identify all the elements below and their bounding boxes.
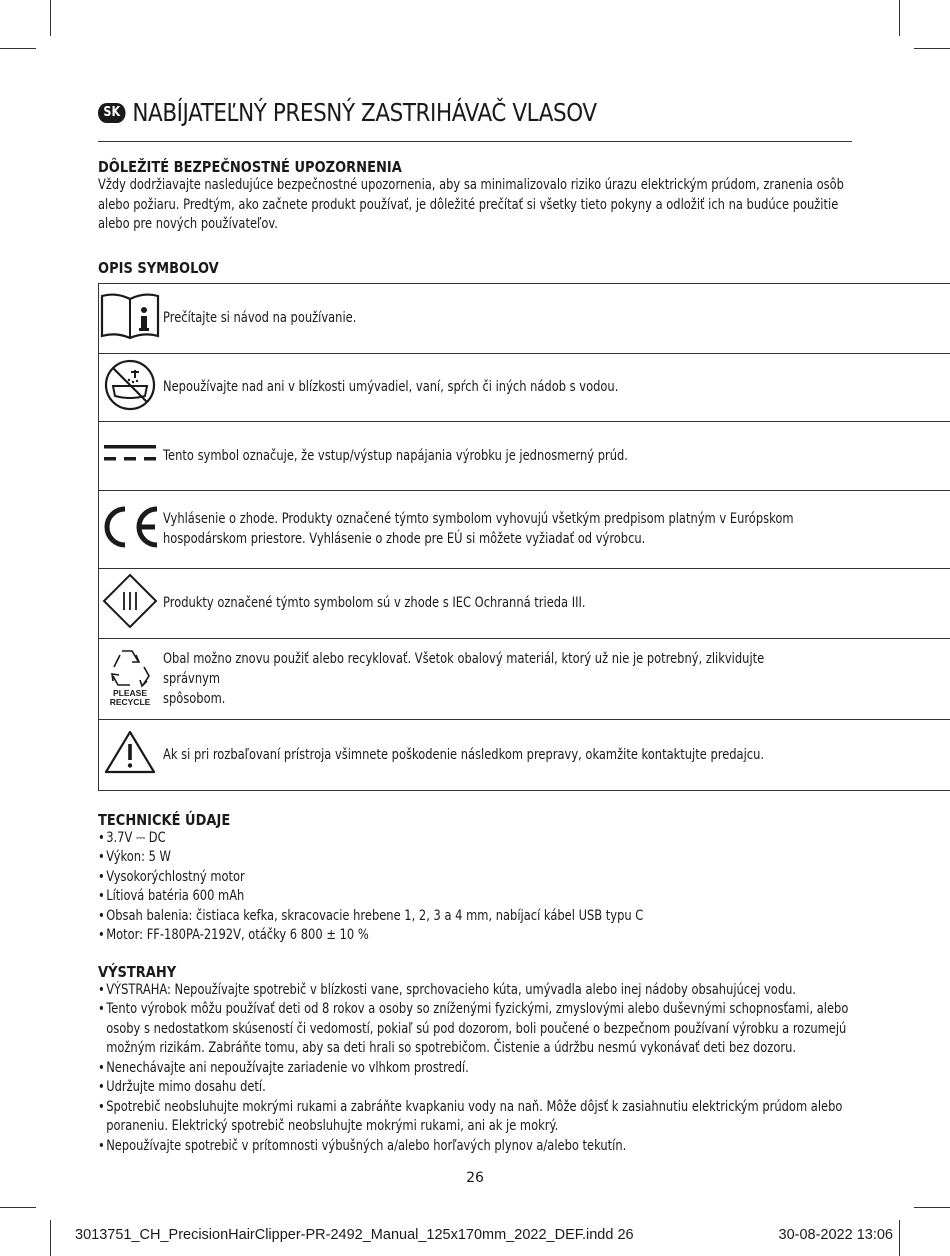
symbol-icon-cell [99,283,162,353]
symbol-text-cell [161,353,950,421]
symbol-row [99,283,950,353]
document-body [98,158,852,1156]
language-badge: SK [98,103,126,123]
list-item: • Vysokorýchlostný motor [98,868,852,888]
page-number: 26 [466,1170,484,1186]
recycle-icon-text: PLEASE [112,688,148,698]
no-water-icon [99,358,161,412]
crop-mark [899,0,900,36]
list-item: • VÝSTRAHA: Nepoužívajte spotrebič v blízkosti vane, sprchovacieho kúta, umývadla alebo inej nádoby obsahujúcej vodu. [98,981,852,1001]
technical-section [98,811,852,946]
crop-mark [914,1207,950,1208]
symbol-row [99,638,950,719]
symbol-text: spôsobom. [163,690,226,707]
safety-text [98,176,852,235]
symbols-heading: OPIS SYMBOLOV [98,258,219,277]
safety-section [98,158,852,235]
symbol-text: Prečítajte si návod na používanie. [163,310,357,326]
crop-mark [914,48,950,49]
list-item: • Obsah balenia: čistiaca kefka, skracovacie hrebene 1, 2, 3 a 4 mm, nabíjací kábel USB typu C [98,907,852,927]
symbol-icon-cell [99,638,162,719]
recycle-icon-text: RECYCLE [109,697,151,707]
title-rule [98,141,852,142]
symbol-row [99,568,950,638]
crop-mark [50,0,51,36]
symbol-text-cell [161,421,950,490]
footer-file-name: 3013751_CH_PrecisionHairClipper-PR-2492_Manual_125x170mm_2022_DEF.indd 26 [75,1227,634,1243]
symbol-row [99,421,950,490]
symbol-icon-cell [99,353,162,421]
safety-heading: DÔLEŽITÉ BEZPEČNOSTNÉ UPOZORNENIA [98,158,402,176]
symbols-section [98,259,852,791]
crop-mark [0,48,36,49]
technical-list [98,829,852,946]
footer-datetime: 30-08-2022 13:06 [778,1227,893,1243]
symbol-icon-cell [99,568,162,638]
protection-class-iii-icon [102,573,158,629]
symbol-text-cell [161,719,950,790]
page-title-text: NABÍJATEĽNÝ PRESNÝ ZASTRIHÁVAČ VLASOV [132,98,597,127]
crop-mark [899,1220,900,1256]
list-item: • Spotrebič neobsluhujte mokrými rukami a zabráňte kvapkaniu vody na naň. Môže dôjsť k zasiahnutiu elektrickým prúdom alebo poraneniu. Elektrický spotrebič neobsluhujte mokrými rukami, ani ak je mokrý. [98,1098,852,1137]
safety-line: alebo požiaru. Predtým, ako začnete produkt používať, je dôležité prečítať si všetky tieto pokyny a odložiť ich na budúce použitie [98,196,839,213]
symbol-icon-cell [99,421,162,490]
safety-line: Vždy dodržiavajte nasledujúce bezpečnostné upozornenia, aby sa minimalizovalo riziko úrazu elektrickým prúdom, zranenia osôb [98,177,844,193]
page-title [98,98,746,127]
list-item: • Tento výrobok môžu používať deti od 8 rokov a osoby so zníženými fyzickými, zmyslovými alebo duševnými schopnosťami, alebo osoby s nedostatkom skúseností či vedomostí, pokiaľ sú pod dozorom, boli poučené o bezpečnom používaní výrobku a rozumejú možným rizikám. Zabráňte tomu, aby sa deti hrali so spotrebičom. Čistenie a údržbu nesmú vykonávať deti bez dozoru. [98,1000,852,1059]
list-item: • 3.7V ⎓ DC [98,829,852,849]
direct-current-icon [102,441,158,465]
recycle-icon [100,645,160,707]
symbol-text: Vyhlásenie o zhode. Produkty označené týmto symbolom vyhovujú všetkým predpisom platným v Európskom [163,511,794,527]
safety-line: alebo pre nových používateľov. [98,216,278,232]
symbol-text: Ak si pri rozbaľovaní prístroja všimnete poškodenie následkom prepravy, okamžite kontaktujte predajcu. [163,746,765,763]
ce-mark-icon [99,503,161,551]
symbol-row [99,719,950,790]
warnings-heading: VÝSTRAHY [98,962,177,981]
symbol-text: Obal možno znovu použiť alebo recyklovať. Všetok obalový materiál, ktorý už nie je potrebný, zlikvidujte správnym [163,650,765,687]
symbols-table [98,283,950,791]
manual-book-icon [99,290,161,342]
list-item: • Lítiová batéria 600 mAh [98,887,852,907]
warnings-section [98,963,852,1157]
symbol-text-cell [161,490,950,568]
crop-mark [50,1220,51,1256]
list-item: • Nepoužívajte spotrebič v prítomnosti výbušných a/alebo horľavých plynov a/alebo tekutín. [98,1137,852,1157]
list-item: • Výkon: 5 W [98,848,852,868]
warnings-list [98,981,852,1157]
symbol-text: hospodárskom priestore. Vyhlásenie o zhode pre EÚ si môžete vyžiadať od výrobcu. [163,531,646,547]
symbol-icon-cell [99,719,162,790]
list-item: • Nenechávajte ani nepoužívajte zariadenie vo vlhkom prostredí. [98,1059,852,1079]
technical-heading: TECHNICKÉ ÚDAJE [98,810,231,829]
symbol-text-cell [161,283,950,353]
symbol-text: Produkty označené týmto symbolom sú v zhode s IEC Ochranná trieda III. [163,595,586,611]
crop-mark [0,1207,36,1208]
warning-triangle-icon [104,729,156,775]
list-item: • Motor: FF-180PA-2192V, otáčky 6 800 ± 10 % [98,926,852,946]
symbol-text-cell [161,638,950,719]
list-item: • Udržujte mimo dosahu detí. [98,1078,852,1098]
symbol-text: Nepoužívajte nad ani v blízkosti umývadiel, vaní, spŕch či iných nádob s vodou. [163,379,619,395]
symbol-icon-cell [99,490,162,568]
symbol-row [99,490,950,568]
symbol-text: Tento symbol označuje, že vstup/výstup napájania výrobku je jednosmerný prúd. [163,447,628,464]
symbol-row [99,353,950,421]
symbol-text-cell [161,568,950,638]
